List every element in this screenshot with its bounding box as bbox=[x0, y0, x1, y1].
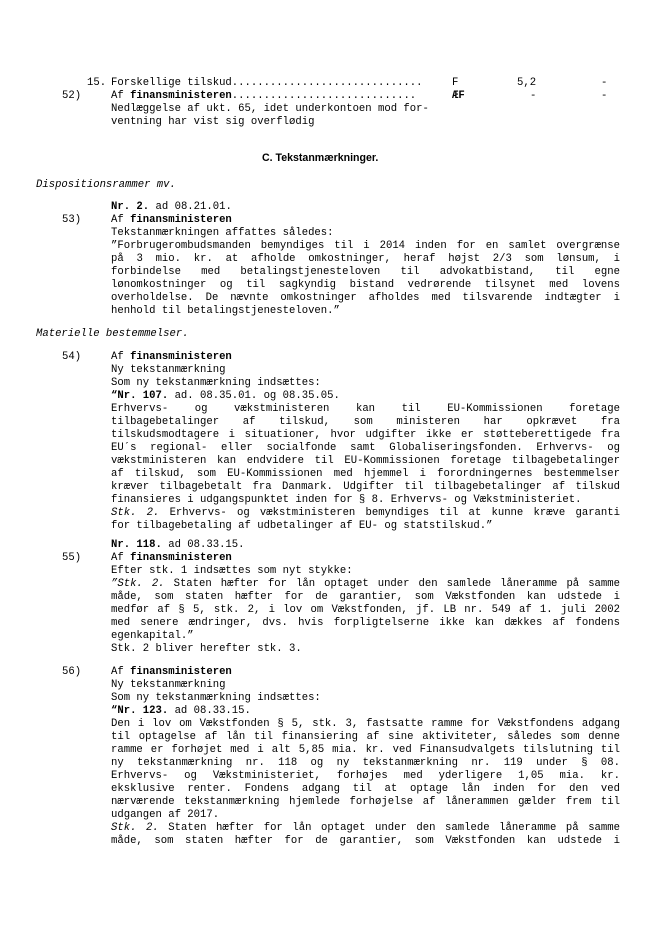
item-55-line-1: Efter stk. 1 indsættes som nyt stykke: bbox=[111, 565, 353, 577]
text-line: eksklusive renter. Fondens adgang til at optage lån inden for den ved bbox=[111, 783, 620, 796]
item-15-col-f: F bbox=[452, 77, 459, 89]
text-line: tilskudsmodtagere i situationer, hvor udgifter ikke er støtteberettigede fra bbox=[111, 429, 620, 442]
item-52-number: 52) bbox=[62, 90, 82, 102]
text-line: vækstministeren kan endvidere til EU-Kommissionen foretage tilbagebetalinger bbox=[111, 455, 620, 468]
item-53-number: 53) bbox=[62, 214, 82, 226]
text-line: henhold til betalingstjenesteloven.” bbox=[111, 305, 340, 318]
text-line: udgangen af 2017. bbox=[111, 809, 220, 822]
item-54-line-1: Ny tekstanmærkning bbox=[111, 364, 226, 376]
item-15-dash: - bbox=[601, 77, 608, 89]
text-line: nærværende tekstanmærkning hjemlede forhøjelse af lånerammen gælder frem til bbox=[111, 796, 620, 809]
item-56-body bbox=[111, 718, 620, 848]
text-line: lønomkostninger og til sagkyndig bistand vedrørende tilsynet med lovens bbox=[111, 279, 620, 292]
item-54-nr: “Nr. 107. ad. 08.35.01. og 08.35.05. bbox=[111, 390, 340, 402]
text-line: overholdelse. De nævnte omkostninger afholdes med tilsvarende indtægter i bbox=[111, 292, 620, 305]
item-15-text: Forskellige tilskud.............................. bbox=[111, 77, 423, 89]
item-53-intro: Tekstanmærkningen affattes således: bbox=[111, 227, 334, 239]
text-line: finansieres i udgangspunktet inden for § 8. Erhvervs- og Vækstministeriet. bbox=[111, 494, 582, 507]
text-line: tilbagebetalinger af tilskud, som ministeren har opkrævet fra bbox=[111, 416, 620, 429]
text-line: Den i lov om Vækstfonden § 5, stk. 3, fastsatte ramme for Vækstfondens adgang bbox=[111, 718, 620, 730]
item-52-col-f: ÆF bbox=[452, 90, 465, 102]
item-56-line-1: Ny tekstanmærkning bbox=[111, 679, 226, 691]
text-line: Erhvervs- og Vækstministeriet, forhøjes med yderligere 1,05 mia. kr. bbox=[111, 770, 620, 783]
item-55-number: 55) bbox=[62, 552, 82, 564]
text-line: til optagelse af lån til finansiering af sine aktiviteter, således som denne bbox=[111, 731, 620, 744]
text-line: Stk. 2. Erhvervs- og vækstministeren bemyndiges til at kunne kræve garanti bbox=[111, 507, 620, 520]
item-52-desc-2: ventning har vist sig overflødig bbox=[111, 116, 315, 128]
item-56-number: 56) bbox=[62, 666, 82, 678]
text-line: for tilbagebetaling af udbetalinger af EU- og statstilskud.” bbox=[111, 520, 493, 533]
text-line: kræver tilbagebetalt fra Danmark. Udgifter til tilbagebetalinger af tilskud bbox=[111, 481, 620, 494]
section-title: C. Tekstanmærkninger. bbox=[262, 152, 379, 164]
item-54-line-2: Som ny tekstanmærkning indsættes: bbox=[111, 377, 321, 389]
item-56-nr: “Nr. 123. ad 08.33.15. bbox=[111, 705, 251, 717]
text-line: af tilskud, som EU-Kommissionen med hjemmel i forordningernes bestemmelser bbox=[111, 468, 620, 481]
item-52-dash-1: - bbox=[530, 90, 537, 102]
item-54-body bbox=[111, 403, 620, 533]
item-52-desc-1: Nedlæggelse af ukt. 65, idet underkontoen mod for- bbox=[111, 103, 429, 115]
text-line: med senere ændringer, dvs. hvis forpligtelserne ikke kan dækkes af fondens bbox=[111, 617, 620, 630]
item-55-body bbox=[111, 578, 620, 643]
item-15-number: 15. bbox=[87, 77, 107, 89]
item-53-nr: Nr. 2. ad 08.21.01. bbox=[111, 201, 232, 213]
text-line: medfør af § 5, stk. 2, i lov om Vækstfonden, jf. LB nr. 549 af 1. juli 2002 bbox=[111, 604, 620, 617]
item-15-value: 5,2 bbox=[517, 77, 537, 89]
text-line: Stk. 2. Staten hæfter for lån optaget under den samlede låneramme på samme bbox=[111, 822, 620, 835]
text-line: måde, som staten hæfter for de garantier, som Vækstfonden kan udstede i bbox=[111, 835, 620, 848]
item-52-dash-2: - bbox=[601, 90, 608, 102]
text-line: ny tekstanmærkning nr. 118 og ny tekstanmærkning nr. 119 under § 08. bbox=[111, 757, 620, 770]
item-56-proposer: Af finansministeren bbox=[111, 666, 232, 678]
item-53-quote bbox=[111, 240, 620, 318]
item-54-proposer: Af finansministeren bbox=[111, 351, 232, 363]
text-line: egenkapital.” bbox=[111, 630, 194, 643]
item-55-proposer: Af finansministeren bbox=[111, 552, 232, 564]
text-line: EU´s regional- eller socialfonde samt Globaliseringsfonden. Erhvervs- og bbox=[111, 442, 620, 455]
item-56-line-2: Som ny tekstanmærkning indsættes: bbox=[111, 692, 321, 704]
subheading-materielle: Materielle bestemmelser. bbox=[36, 328, 189, 340]
subheading-dispositionsrammer: Dispositionsrammer mv. bbox=[36, 179, 176, 191]
item-54-number: 54) bbox=[62, 351, 82, 363]
text-line: ”Stk. 2. Staten hæfter for lån optaget under den samlede låneramme på samme bbox=[111, 578, 620, 590]
text-line: ”Forbrugerombudsmanden bemyndiges til i 2014 inden for en samlet overgrænse bbox=[111, 240, 620, 252]
item-53-proposer: Af finansministeren bbox=[111, 214, 232, 226]
text-line: forbindelse med betalingstjenesteloven til advokatbistand, til egne bbox=[111, 266, 620, 279]
text-line: Erhvervs- og vækstministeren kan til EU-Kommissionen foretage bbox=[111, 403, 620, 415]
item-52-proposer: Af finansministeren............................. bbox=[111, 90, 417, 102]
item-55-nr: Nr. 118. ad 08.33.15. bbox=[111, 539, 245, 551]
text-line: ramme er forhøjet med i alt 5,85 mia. kr. ved Finansudvalgets tilslutning til bbox=[111, 744, 620, 757]
text-line: på 3 mio. kr. at afholde omkostninger, heraf højst 2/3 som lønsum, i bbox=[111, 253, 620, 266]
item-55-last-line: Stk. 2 bliver herefter stk. 3. bbox=[111, 643, 302, 655]
text-line: måde, som staten hæfter for de garantier, som Vækstfonden kan udstede i bbox=[111, 591, 620, 604]
